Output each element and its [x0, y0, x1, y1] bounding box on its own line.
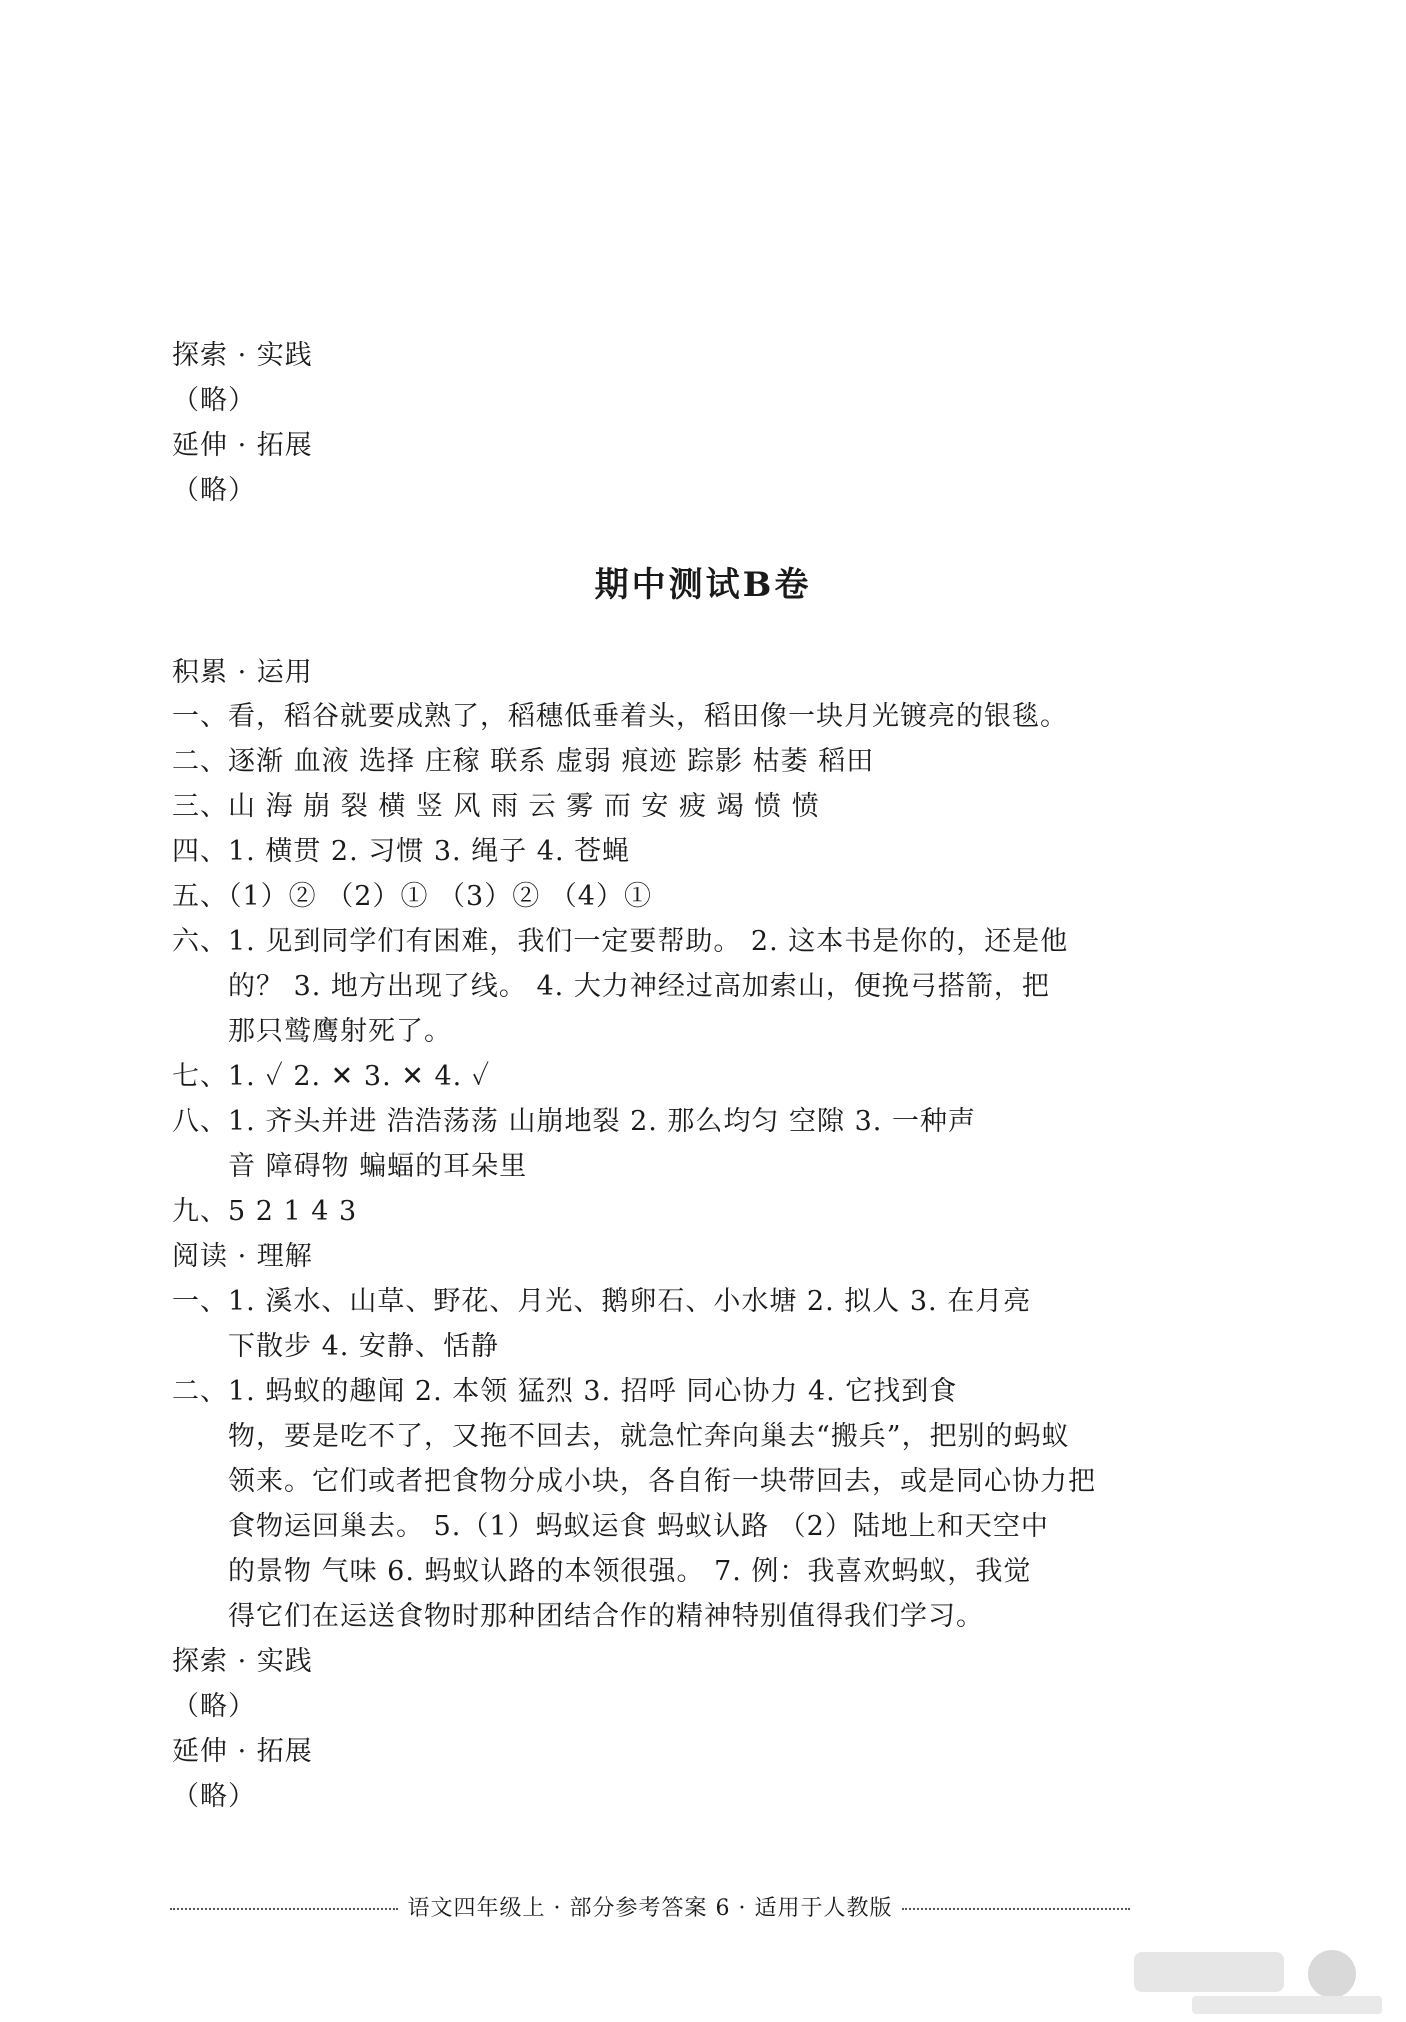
answer-line: 三、山 海 崩 裂 横 竖 风 雨 云 雾 而 安 疲 竭 愤 愤: [172, 791, 820, 822]
answer-line: 的？ 3. 地方出现了线。 4. 大力神经过高加索山，便挽弓搭箭，把: [228, 971, 1050, 1002]
answer-line: 七、1. ✓ 2. ✕ 3. ✕ 4. ✓: [172, 1061, 491, 1092]
answer-omitted: （略）: [172, 1781, 256, 1812]
section-heading: 探索 · 实践: [172, 340, 313, 371]
answer-line: 五、（1）② （2）① （3）② （4）①: [172, 881, 652, 912]
answer-line: 得它们在运送食物时那种团结合作的精神特别值得我们学习。: [228, 1601, 984, 1632]
answer-line: 二、逐渐 血液 选择 庄稼 联系 虚弱 痕迹 踪影 枯萎 稻田: [172, 746, 875, 777]
watermark-logo-graphic: [1132, 1948, 1392, 2018]
answer-line: 一、看，稻谷就要成熟了，稻穗低垂着头，稻田像一块月光镀亮的银毯。: [172, 701, 1068, 732]
section-heading: 延伸 · 拓展: [172, 1736, 313, 1767]
answer-line: 二、1. 蚂蚁的趣闻 2. 本领 猛烈 3. 招呼 同心协力 4. 它找到食: [172, 1376, 958, 1407]
section-heading: 探索 · 实践: [172, 1646, 313, 1677]
page-title: 期中测试B卷: [594, 565, 812, 605]
answer-omitted: （略）: [172, 1691, 256, 1722]
answer-line: 九、5 2 1 4 3: [172, 1196, 358, 1227]
footer-dotted-rule-left: [170, 1908, 398, 1910]
answer-omitted: （略）: [172, 475, 256, 506]
section-heading: 积累 · 运用: [172, 657, 313, 688]
footer-text: 语文四年级上 · 部分参考答案 6 · 适用于人教版: [407, 1896, 893, 1921]
answer-line: 领来。它们或者把食物分成小块，各自衔一块带回去，或是同心协力把: [228, 1466, 1096, 1497]
answer-line: 四、1. 横贯 2. 习惯 3. 绳子 4. 苍蝇: [172, 836, 631, 867]
answer-line: 物，要是吃不了，又拖不回去，就急忙奔向巢去“搬兵”，把别的蚂蚁: [228, 1421, 1070, 1452]
answer-line: 那只鹫鹰射死了。: [228, 1016, 452, 1047]
page-footer: [170, 1894, 1130, 1924]
answer-omitted: （略）: [172, 385, 256, 416]
answer-line: 下散步 4. 安静、恬静: [228, 1331, 499, 1362]
answer-line: 的景物 气味 6. 蚂蚁认路的本领很强。 7. 例：我喜欢蚂蚁，我觉: [228, 1556, 1032, 1587]
section-heading: 阅读 · 理解: [172, 1241, 313, 1272]
watermark-logo: [1132, 1948, 1392, 2022]
section-heading: 延伸 · 拓展: [172, 430, 313, 461]
answer-line: 一、1. 溪水、山草、野花、月光、鹅卵石、小水塘 2. 拟人 3. 在月亮: [172, 1286, 1032, 1317]
footer-dotted-rule-right: [902, 1908, 1130, 1910]
answer-line: 八、1. 齐头并进 浩浩荡荡 山崩地裂 2. 那么均匀 空隙 3. 一种声: [172, 1106, 976, 1137]
answer-line: 食物运回巢去。 5.（1）蚂蚁运食 蚂蚁认路 （2）陆地上和天空中: [228, 1511, 1049, 1542]
answer-line: 音 障碍物 蝙蝠的耳朵里: [228, 1151, 528, 1182]
answer-line: 六、1. 见到同学们有困难，我们一定要帮助。 2. 这本书是你的，还是他: [172, 926, 1069, 957]
